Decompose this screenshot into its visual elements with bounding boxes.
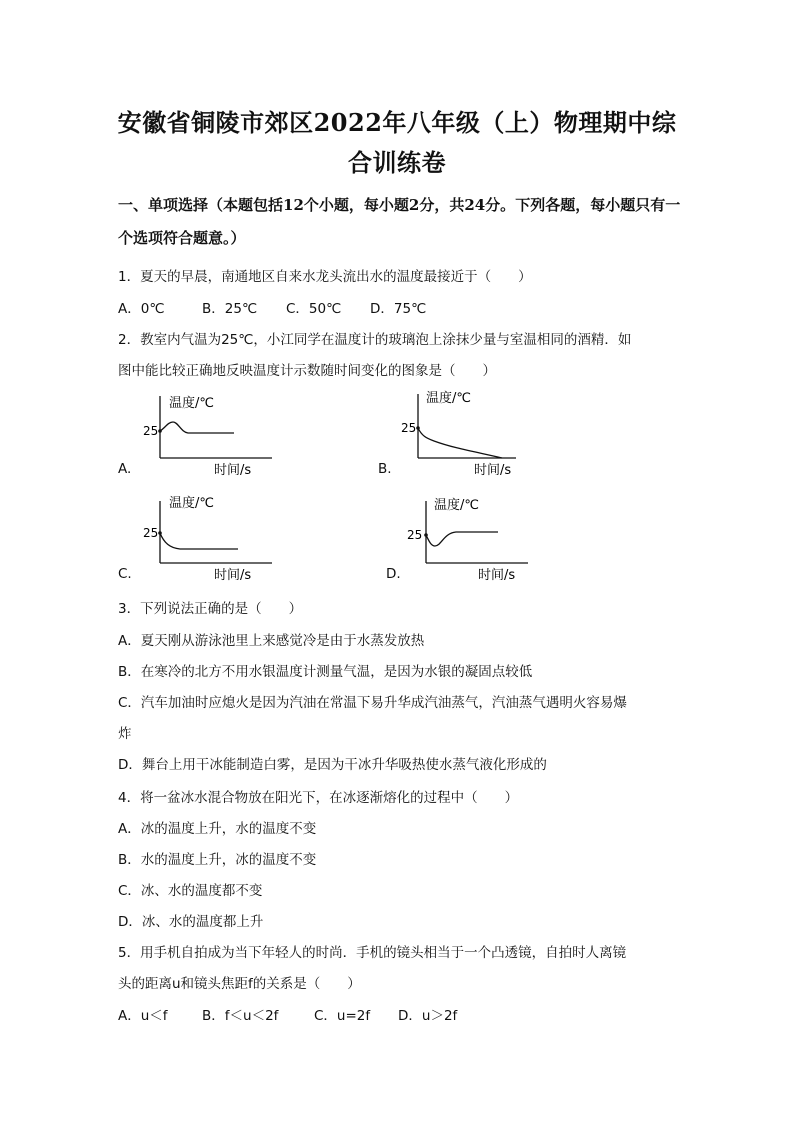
graph-d-tick: 25	[407, 528, 423, 542]
graph-c-label: C.	[118, 566, 132, 582]
graph-d-ylabel: 温度/℃	[434, 498, 479, 513]
question-2-stem-line1: 2．教室内气温为25℃，小江同学在温度计的玻璃泡上涂抹少量与室温相同的酒精．如	[118, 332, 632, 348]
page-title-line2: 合训练卷	[348, 148, 446, 177]
page-title-line1: 安徽省铜陵市郊区2022年八年级（上）物理期中综	[117, 108, 677, 137]
graph-b	[398, 386, 538, 478]
option-b: B．25℃	[202, 301, 258, 317]
graph-a-ylabel: 温度/℃	[169, 396, 214, 411]
option-c: C．50℃	[286, 301, 342, 317]
question-4-option-a: A．冰的温度上升，水的温度不变	[118, 821, 317, 837]
graph-a-tick: 25	[143, 424, 159, 438]
graph-d-xlabel: 时间/s	[478, 568, 516, 583]
graph-b-ylabel: 温度/℃	[426, 391, 471, 406]
question-4-option-c: C．冰、水的温度都不变	[118, 883, 263, 899]
graph-c	[138, 491, 278, 583]
question-3-option-c-line1: C．汽车加油时应熄火是因为汽油在常温下易升华成汽油蒸气，汽油蒸气遇明火容易爆	[118, 695, 627, 711]
graph-a-xlabel: 时间/s	[214, 463, 252, 478]
option-d: D．75℃	[370, 301, 427, 317]
question-3-stem: 3．下列说法正确的是（ ）	[118, 601, 303, 617]
question-4-stem: 4．将一盆冰水混合物放在阳光下，在冰逐渐熔化的过程中（ ）	[118, 790, 519, 806]
graph-b-tick: 25	[401, 421, 417, 435]
graph-b-xlabel: 时间/s	[474, 463, 512, 478]
question-5-options	[118, 1004, 457, 1024]
graph-c-ylabel: 温度/℃	[169, 496, 214, 511]
question-4-option-b: B．水的温度上升，冰的温度不变	[118, 852, 317, 868]
graph-a	[138, 386, 278, 478]
option-b: B．f＜u＜2f	[202, 1008, 279, 1024]
question-1-options	[118, 297, 426, 317]
graph-b-label: B.	[378, 461, 392, 477]
option-c: C．u=2f	[314, 1008, 371, 1024]
question-3-option-d: D．舞台上用干冰能制造白雾，是因为干冰升华吸热使水蒸气液化形成的	[118, 757, 547, 773]
question-5-stem-line1: 5．用手机自拍成为当下年轻人的时尚．手机的镜头相当于一个凸透镜，自拍时人离镜	[118, 945, 627, 961]
question-1-stem: 1．夏天的早晨，南通地区自来水龙头流出水的温度最接近于（ ）	[118, 269, 532, 285]
question-3-option-b: B．在寒冷的北方不用水银温度计测量气温，是因为水银的凝固点较低	[118, 664, 533, 680]
question-3-option-c-line2: 炸	[118, 726, 132, 742]
graph-c-tick: 25	[143, 526, 159, 540]
question-4-option-d: D．冰、水的温度都上升	[118, 914, 264, 930]
graph-d	[406, 491, 546, 583]
graph-d-label: D.	[386, 566, 401, 582]
option-a: A．u＜f	[118, 1008, 168, 1024]
graph-c-xlabel: 时间/s	[214, 568, 252, 583]
question-5-stem-line2: 头的距离u和镜头焦距f的关系是（ ）	[118, 976, 361, 992]
option-d: D．u＞2f	[398, 1008, 458, 1024]
graph-a-label: A.	[118, 461, 132, 477]
question-2-stem-line2: 图中能比较正确地反映温度计示数随时间变化的图象是（ ）	[118, 363, 496, 379]
question-3-option-a: A．夏天刚从游泳池里上来感觉冷是由于水蒸发放热	[118, 633, 425, 649]
section-heading: 一、单项选择（本题包括12个小题，每小题2分，共24分。下列各题，每小题只有一个选项符合题意。）	[118, 196, 681, 247]
option-a: A．0℃	[118, 301, 165, 317]
